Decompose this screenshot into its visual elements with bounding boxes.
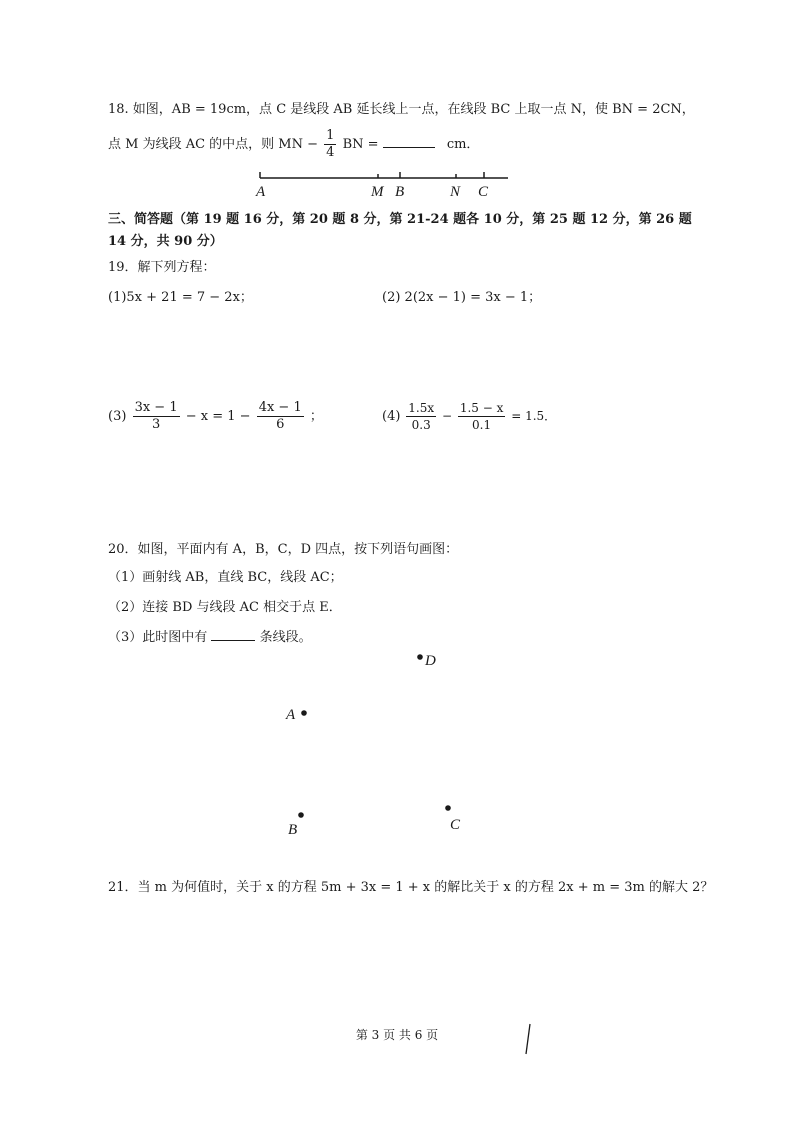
q21-text: 21．当 m 为何值时，关于 x 的方程 5m + 3x = 1 + x 的解比关于 x 的方程 2x + m = 3m 的解大 2？ xyxy=(108,880,714,895)
q18-label-c: C xyxy=(478,184,489,200)
q19-part3-frac1-den: 3 xyxy=(151,417,161,432)
q19-part3 xyxy=(108,400,323,433)
q19-part4-label: (4) xyxy=(382,409,401,424)
q19-part4-frac2-den: 0.1 xyxy=(472,418,492,432)
q19-part3-end: ； xyxy=(309,409,323,424)
q20-step2: （2）连接 BD 与线段 AC 相交于点 E． xyxy=(108,600,342,615)
q18-frac-num: 1 xyxy=(326,128,335,143)
q18-fraction xyxy=(324,128,336,161)
q19-part4-frac1-den: 0.3 xyxy=(411,418,431,432)
q20-points-figure xyxy=(270,640,490,840)
q20-step1: （1）画射线 AB，直线 BC，线段 AC； xyxy=(108,570,343,585)
q20-step3-post: 条线段。 xyxy=(259,630,312,645)
section3-heading-line1: 三、简答题（第 19 题 16 分，第 20 题 8 分，第 21-24 题各 10 分，第 25 题 12 分，第 26 题 xyxy=(108,212,692,227)
scan-mark xyxy=(520,1020,534,1060)
q19-part4-frac1 xyxy=(406,400,436,433)
q19-part3-frac2-den: 6 xyxy=(276,417,285,432)
q19-part3-label: (3) xyxy=(108,409,127,424)
q18-line2-post: BN = xyxy=(342,137,379,152)
q20-point-c xyxy=(445,805,451,811)
q19-part4-frac2 xyxy=(458,400,506,433)
q20-title: 20．如图，平面内有 A，B，C，D 四点，按下列语句画图： xyxy=(108,542,459,557)
q18-frac-den: 4 xyxy=(326,145,335,160)
q19-part4-frac2-num: 1.5 − x xyxy=(459,401,504,415)
q18-line1: 18. 如图，AB = 19cm，点 C 是线段 AB 延长线上一点，在线段 BC 上取一点 N，使 BN = 2CN， xyxy=(108,102,695,117)
q19-part4-frac1-num: 1.5x xyxy=(408,401,435,415)
q19-part1: (1)5x + 21 = 7 − 2x； xyxy=(108,290,253,305)
q18-label-m: M xyxy=(371,184,384,200)
q18-label-n: N xyxy=(450,184,461,200)
q18-label-b: B xyxy=(395,184,405,200)
q18-line2-pre: 点 M 为线段 AC 的中点，则 MN − xyxy=(108,137,319,152)
q20-label-a: A xyxy=(286,707,296,723)
q20-label-b: B xyxy=(288,822,298,838)
section3-heading-line2: 14 分，共 90 分） xyxy=(108,234,223,249)
q19-part4-end: = 1.5． xyxy=(511,409,557,423)
q19-part4 xyxy=(382,400,556,433)
q20-answer-blank[interactable] xyxy=(211,640,255,641)
q19-part4-mid: − xyxy=(441,409,452,423)
q18-unit: cm． xyxy=(446,137,480,152)
q20-label-d: D xyxy=(425,653,436,669)
q18-line-figure xyxy=(250,162,520,202)
q18-label-a: A xyxy=(256,184,266,200)
q19-part3-frac2 xyxy=(257,400,304,433)
q19-title: 19．解下列方程： xyxy=(108,260,216,275)
q19-part3-frac1 xyxy=(133,400,180,433)
page-footer: 第 3 页 共 6 页 xyxy=(355,1028,439,1042)
q19-part2: (2) 2(2x − 1) = 3x − 1； xyxy=(382,290,542,305)
q19-part3-frac2-num: 4x − 1 xyxy=(258,400,302,415)
q18-answer-blank[interactable] xyxy=(383,147,435,148)
q20-point-d xyxy=(417,654,423,660)
q20-point-a xyxy=(301,710,307,716)
q18-line2 xyxy=(108,128,479,161)
q19-part3-frac1-num: 3x − 1 xyxy=(134,400,178,415)
q20-step3-pre: （3）此时图中有 xyxy=(108,630,208,645)
q20-point-b xyxy=(298,812,304,818)
q20-label-c: C xyxy=(450,817,461,833)
q19-part3-mid: − x = 1 − xyxy=(185,409,251,424)
